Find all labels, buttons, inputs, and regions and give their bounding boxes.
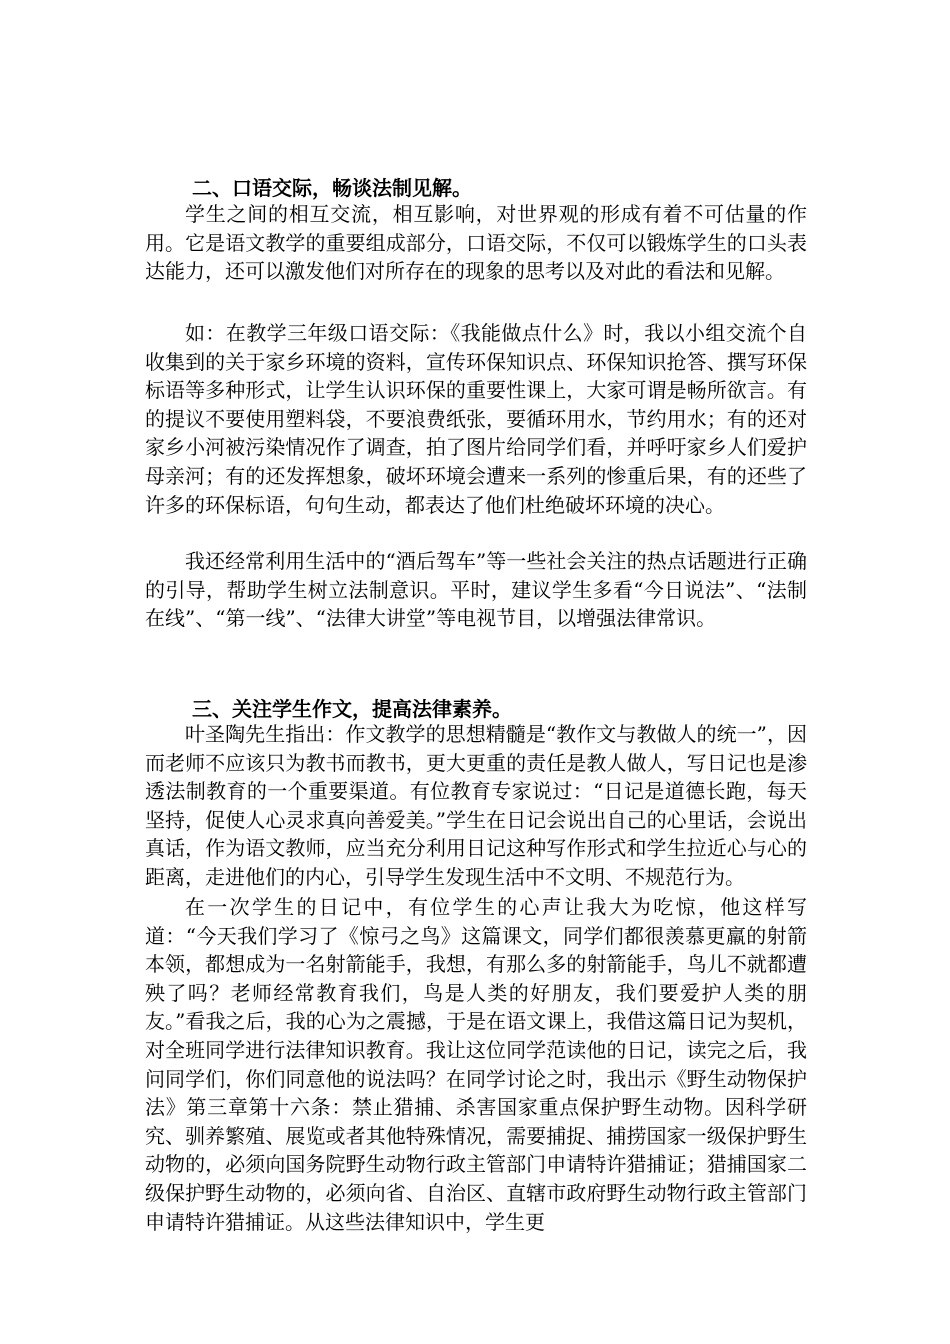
section3-heading: 三、关注学生作文，提高法律素养。 [192, 697, 512, 721]
section2-paragraph-1: 学生之间的相互交流，相互影响，对世界观的形成有着不可估量的作用。它是语文教学的重要组成部分，口语交际，不仅可以锻炼学生的口头表达能力，还可以激发他们对所存在的现象的思考以及对此的看法和见解。 [145, 202, 807, 284]
section3-paragraph-2: 在一次学生的日记中，有位学生的心声让我大为吃惊，他这样写道：“今天我们学习了《惊弓之鸟》这篇课文，同学们都很羡慕更羸的射箭本领，都想成为一名射箭能手，我想，有那么多的射箭能手，鸟儿不就都遭殃了吗？老师经常教育我们，鸟是人类的好朋友，我们要爱护人类的朋友。”看我之后，我的心为之震撼，于是在语文课上，我借这篇日记为契机，对全班同学进行法律知识教育。我让这位同学范读他的日记，读完之后，我问同学们，你们同意他的说法吗？在同学讨论之时，我出示《野生动物保护法》第三章第十六条：禁止猎捕、杀害国家重点保护野生动物。因科学研究、驯养繁殖、展览或者其他特殊情况，需要捕捉、捕捞国家一级保护野生动物的，必须向国务院野生动物行政主管部门申请特许猎捕证；猎捕国家二级保护野生动物的，必须向省、自治区、直辖市政府野生动物行政主管部门申请特许猎捕证。从这些法律知识中，学生更 [145, 895, 807, 1234]
section3-paragraph-1: 叶圣陶先生指出：作文教学的思想精髓是“教作文与教做人的统一”，因而老师不应该只为教书而教书，更大更重的责任是教人做人，写日记也是渗透法制教育的一个重要渠道。有位教育专家说过：“日记是道德长跑，每天坚持，促使人心灵求真向善爱美。”学生在日记会说出自己的心里话，会说出真话，作为语文教师，应当充分利用日记这种写作形式和学生拉近心与心的距离，走进他们的内心，引导学生发现生活中不文明、不规范行为。 [145, 722, 807, 889]
section2-paragraph-3: 我还经常利用生活中的“酒后驾车”等一些社会关注的热点话题进行正确的引导，帮助学生树立法制意识。平时，建议学生多看“今日说法”、“法制在线”、“第一线”、“法律大讲堂”等电视节目，以增强法律常识。 [145, 549, 807, 631]
section2-heading: 二、口语交际，畅谈法制见解。 [192, 176, 472, 200]
section2-paragraph-2: 如：在教学三年级口语交际：《我能做点什么》时，我以小组交流个自收集到的关于家乡环境的资料，宣传环保知识点、环保知识抢答、撰写环保标语等多种形式，让学生认识环保的重要性课上，大家可谓是畅所欲言。有的提议不要使用塑料袋，不要浪费纸张，要循环用水，节约用水；有的还对家乡小河被污染情况作了调查，拍了图片给同学们看，并呼吁家乡人们爱护母亲河；有的还发挥想象，破坏环境会遭来一系列的惨重后果，有的还些了许多的环保标语，句句生动，都表达了他们杜绝破坏环境的决心。 [145, 321, 807, 517]
